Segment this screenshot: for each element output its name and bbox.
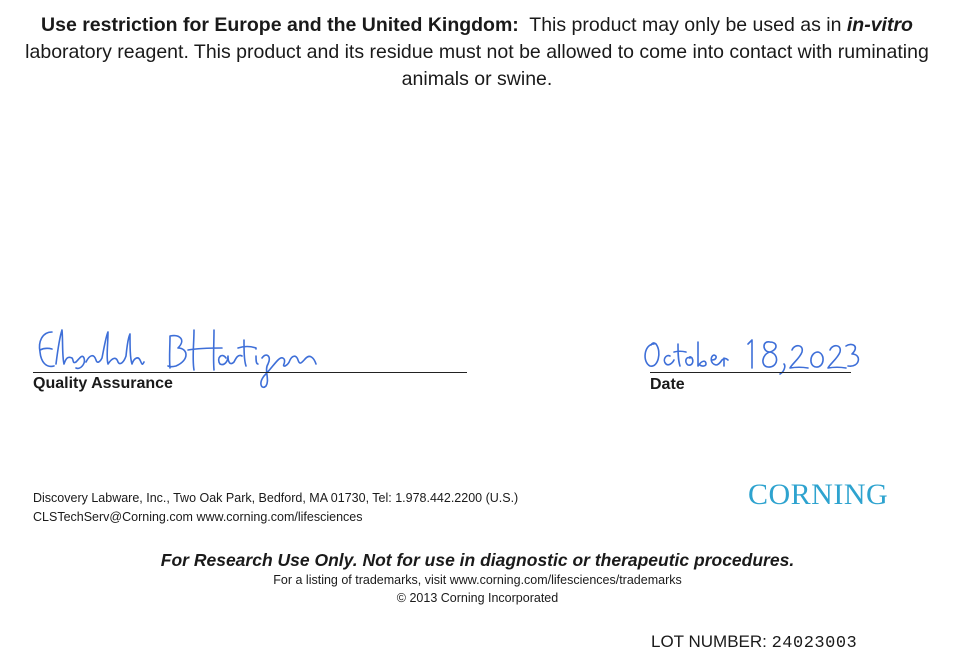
trademarks-notice: For a listing of trademarks, visit www.corning.com/lifesciences/trademarks <box>273 573 682 587</box>
contact-address: Discovery Labware, Inc., Two Oak Park, Bedford, MA 01730, Tel: 1.978.442.2200 (U.S.) <box>33 491 519 505</box>
copyright-notice: © 2013 Corning Incorporated <box>396 591 559 605</box>
date-signature-line <box>650 372 851 373</box>
restriction-text-part2: laboratory reagent. This product and its residue must not be allowed to come into contact with ruminating animals or swine. <box>25 41 929 90</box>
qa-signature-line <box>33 372 467 373</box>
restriction-heading: Use restriction for Europe and the United Kingdom: <box>41 14 519 36</box>
research-use-notice: For Research Use Only. Not for use in diagnostic or therapeutic procedures. <box>160 550 795 570</box>
restriction-text-part1: This product may only be used as in <box>529 14 842 36</box>
lot-number-label: LOT NUMBER: <box>651 632 767 651</box>
restriction-italic-term: in-vitro <box>846 14 913 36</box>
contact-info <box>33 489 518 527</box>
lot-number-value: 24023003 <box>771 634 858 653</box>
date-handwriting <box>640 330 860 378</box>
contact-web: CLSTechServ@Corning.com www.corning.com/lifesciences <box>33 510 363 524</box>
date-label: Date <box>650 376 685 393</box>
qa-label: Quality Assurance <box>33 375 173 392</box>
use-restriction-notice <box>14 12 940 93</box>
lot-number <box>651 632 857 653</box>
corning-logo: CORNING <box>748 478 889 511</box>
